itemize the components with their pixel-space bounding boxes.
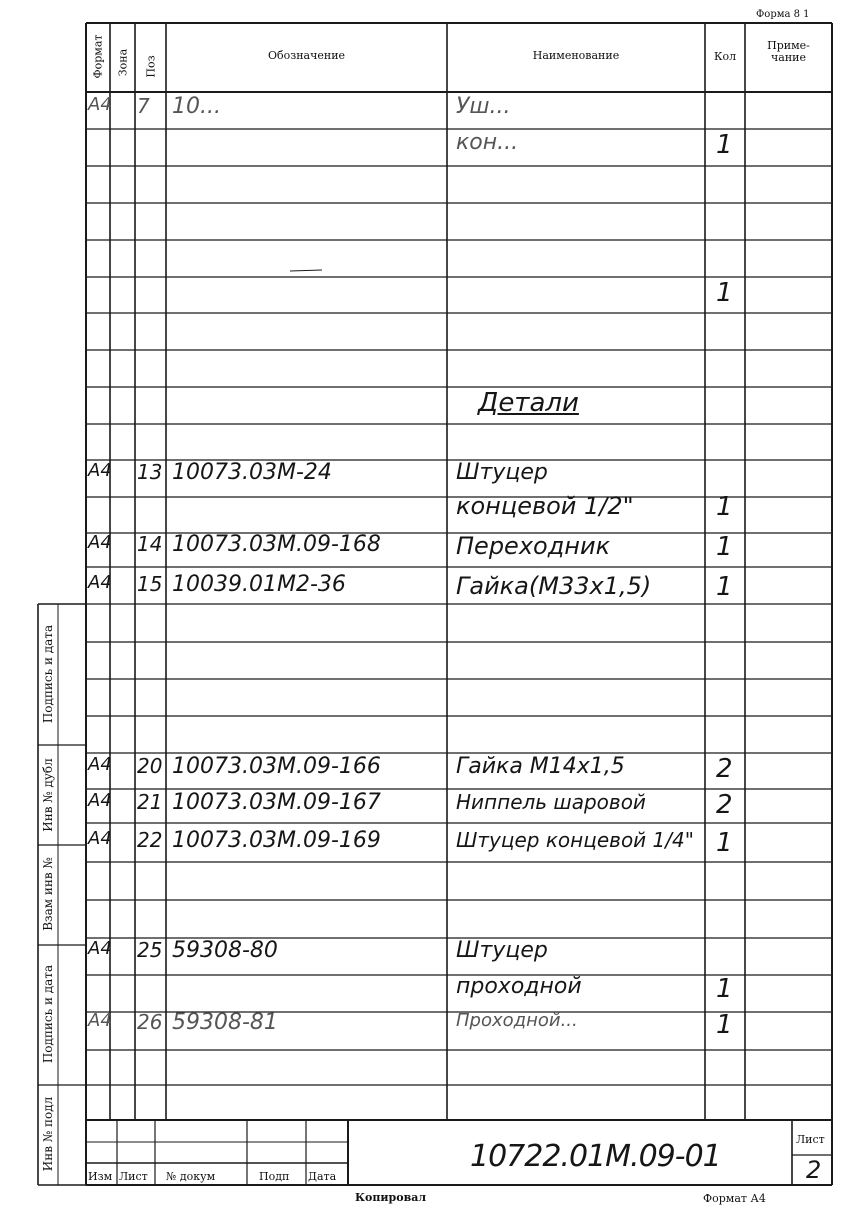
row-qty: 1 <box>716 532 733 562</box>
row-designation: 59308-81 <box>172 1010 278 1035</box>
row-name: Штуцер <box>456 460 548 485</box>
row-designation: 10039.01М2-36 <box>172 572 346 597</box>
row-format: А4 <box>88 94 112 115</box>
row-pos: 7 <box>137 94 150 118</box>
row-name: Уш... <box>456 94 511 119</box>
row-format: А4 <box>88 1010 112 1031</box>
side-vzam-inv: Взам инв № <box>41 857 55 931</box>
side-inv-podl: Инв № подл <box>41 1096 55 1172</box>
row-name: Переходник <box>456 532 611 560</box>
row-designation: 59308-80 <box>172 938 278 963</box>
side-inv-dubl: Инв № дубл <box>41 758 55 832</box>
row-designation: 10073.03М.09-168 <box>172 532 381 557</box>
row-format: А4 <box>88 532 112 553</box>
side-sign-date-1: Подпись и дата <box>41 624 55 724</box>
row-pos: 20 <box>137 754 163 778</box>
row-qty: 1 <box>716 278 733 308</box>
header-zone: Зона <box>116 48 130 77</box>
footer-copied: Копировал <box>355 1191 427 1204</box>
row-name: концевой 1/2" <box>456 492 634 520</box>
row-pos: 26 <box>137 1010 163 1034</box>
row-designation: 10... <box>172 94 221 119</box>
row-pos: 13 <box>137 460 163 484</box>
row-format: А4 <box>88 460 112 481</box>
side-sign-date-2: Подпись и дата <box>41 964 55 1064</box>
row-qty: 1 <box>716 492 733 522</box>
tb-izm: Изм <box>88 1170 113 1183</box>
tb-doc: № докум <box>166 1170 216 1183</box>
header-name: Наименование <box>532 49 620 62</box>
row-name: Ниппель шаровой <box>456 790 646 814</box>
doc-number: 10722.01М.09-01 <box>470 1139 721 1174</box>
row-name: кон... <box>456 130 519 155</box>
header-designation: Обозначение <box>267 49 346 62</box>
tb-sheet-number: 2 <box>806 1156 822 1184</box>
tb-podp: Подп <box>259 1170 290 1183</box>
row-designation: 10073.03М-24 <box>172 460 332 485</box>
row-pos: 25 <box>137 938 163 962</box>
row-name: Проходной... <box>456 1010 578 1031</box>
form-label: Форма 8 1 <box>756 9 810 20</box>
row-designation: 10073.03М.09-166 <box>172 754 381 779</box>
row-qty: 1 <box>716 572 733 602</box>
row-format: А4 <box>88 828 112 849</box>
row-qty: 2 <box>716 790 733 820</box>
row-name: Гайка(М33х1,5) <box>456 572 652 600</box>
tb-date: Дата <box>308 1170 337 1183</box>
row-designation: 10073.03М.09-169 <box>172 828 381 853</box>
header-pos: Поз <box>144 55 158 78</box>
row-name: проходной <box>456 974 582 999</box>
header-format: Формат <box>91 34 105 79</box>
row-pos: 22 <box>137 828 163 852</box>
row-name: Штуцер концевой 1/4" <box>456 828 694 852</box>
row-format: А4 <box>88 754 112 775</box>
row-pos: 14 <box>137 532 163 556</box>
row-qty: 1 <box>716 974 733 1004</box>
row-designation: 10073.03М.09-167 <box>172 790 381 815</box>
row-qty: 2 <box>716 754 733 784</box>
row-format: А4 <box>88 572 112 593</box>
header-note: Приме- чание <box>767 39 810 64</box>
row-format: А4 <box>88 790 112 811</box>
row-format: А4 <box>88 938 112 959</box>
row-qty: 1 <box>716 1010 733 1040</box>
footer-format: Формат А4 <box>703 1192 766 1205</box>
header-qty: Кол <box>713 50 737 63</box>
tb-list: Лист <box>119 1170 148 1183</box>
row-name: Гайка М14х1,5 <box>456 754 625 779</box>
row-name: Штуцер <box>456 938 548 963</box>
tb-sheet-label: Лист <box>796 1133 825 1146</box>
row-name: Детали <box>478 388 579 418</box>
row-pos: 15 <box>137 572 163 596</box>
row-pos: 21 <box>137 790 163 814</box>
row-qty: 1 <box>716 828 733 858</box>
row-qty: 1 <box>716 130 733 160</box>
